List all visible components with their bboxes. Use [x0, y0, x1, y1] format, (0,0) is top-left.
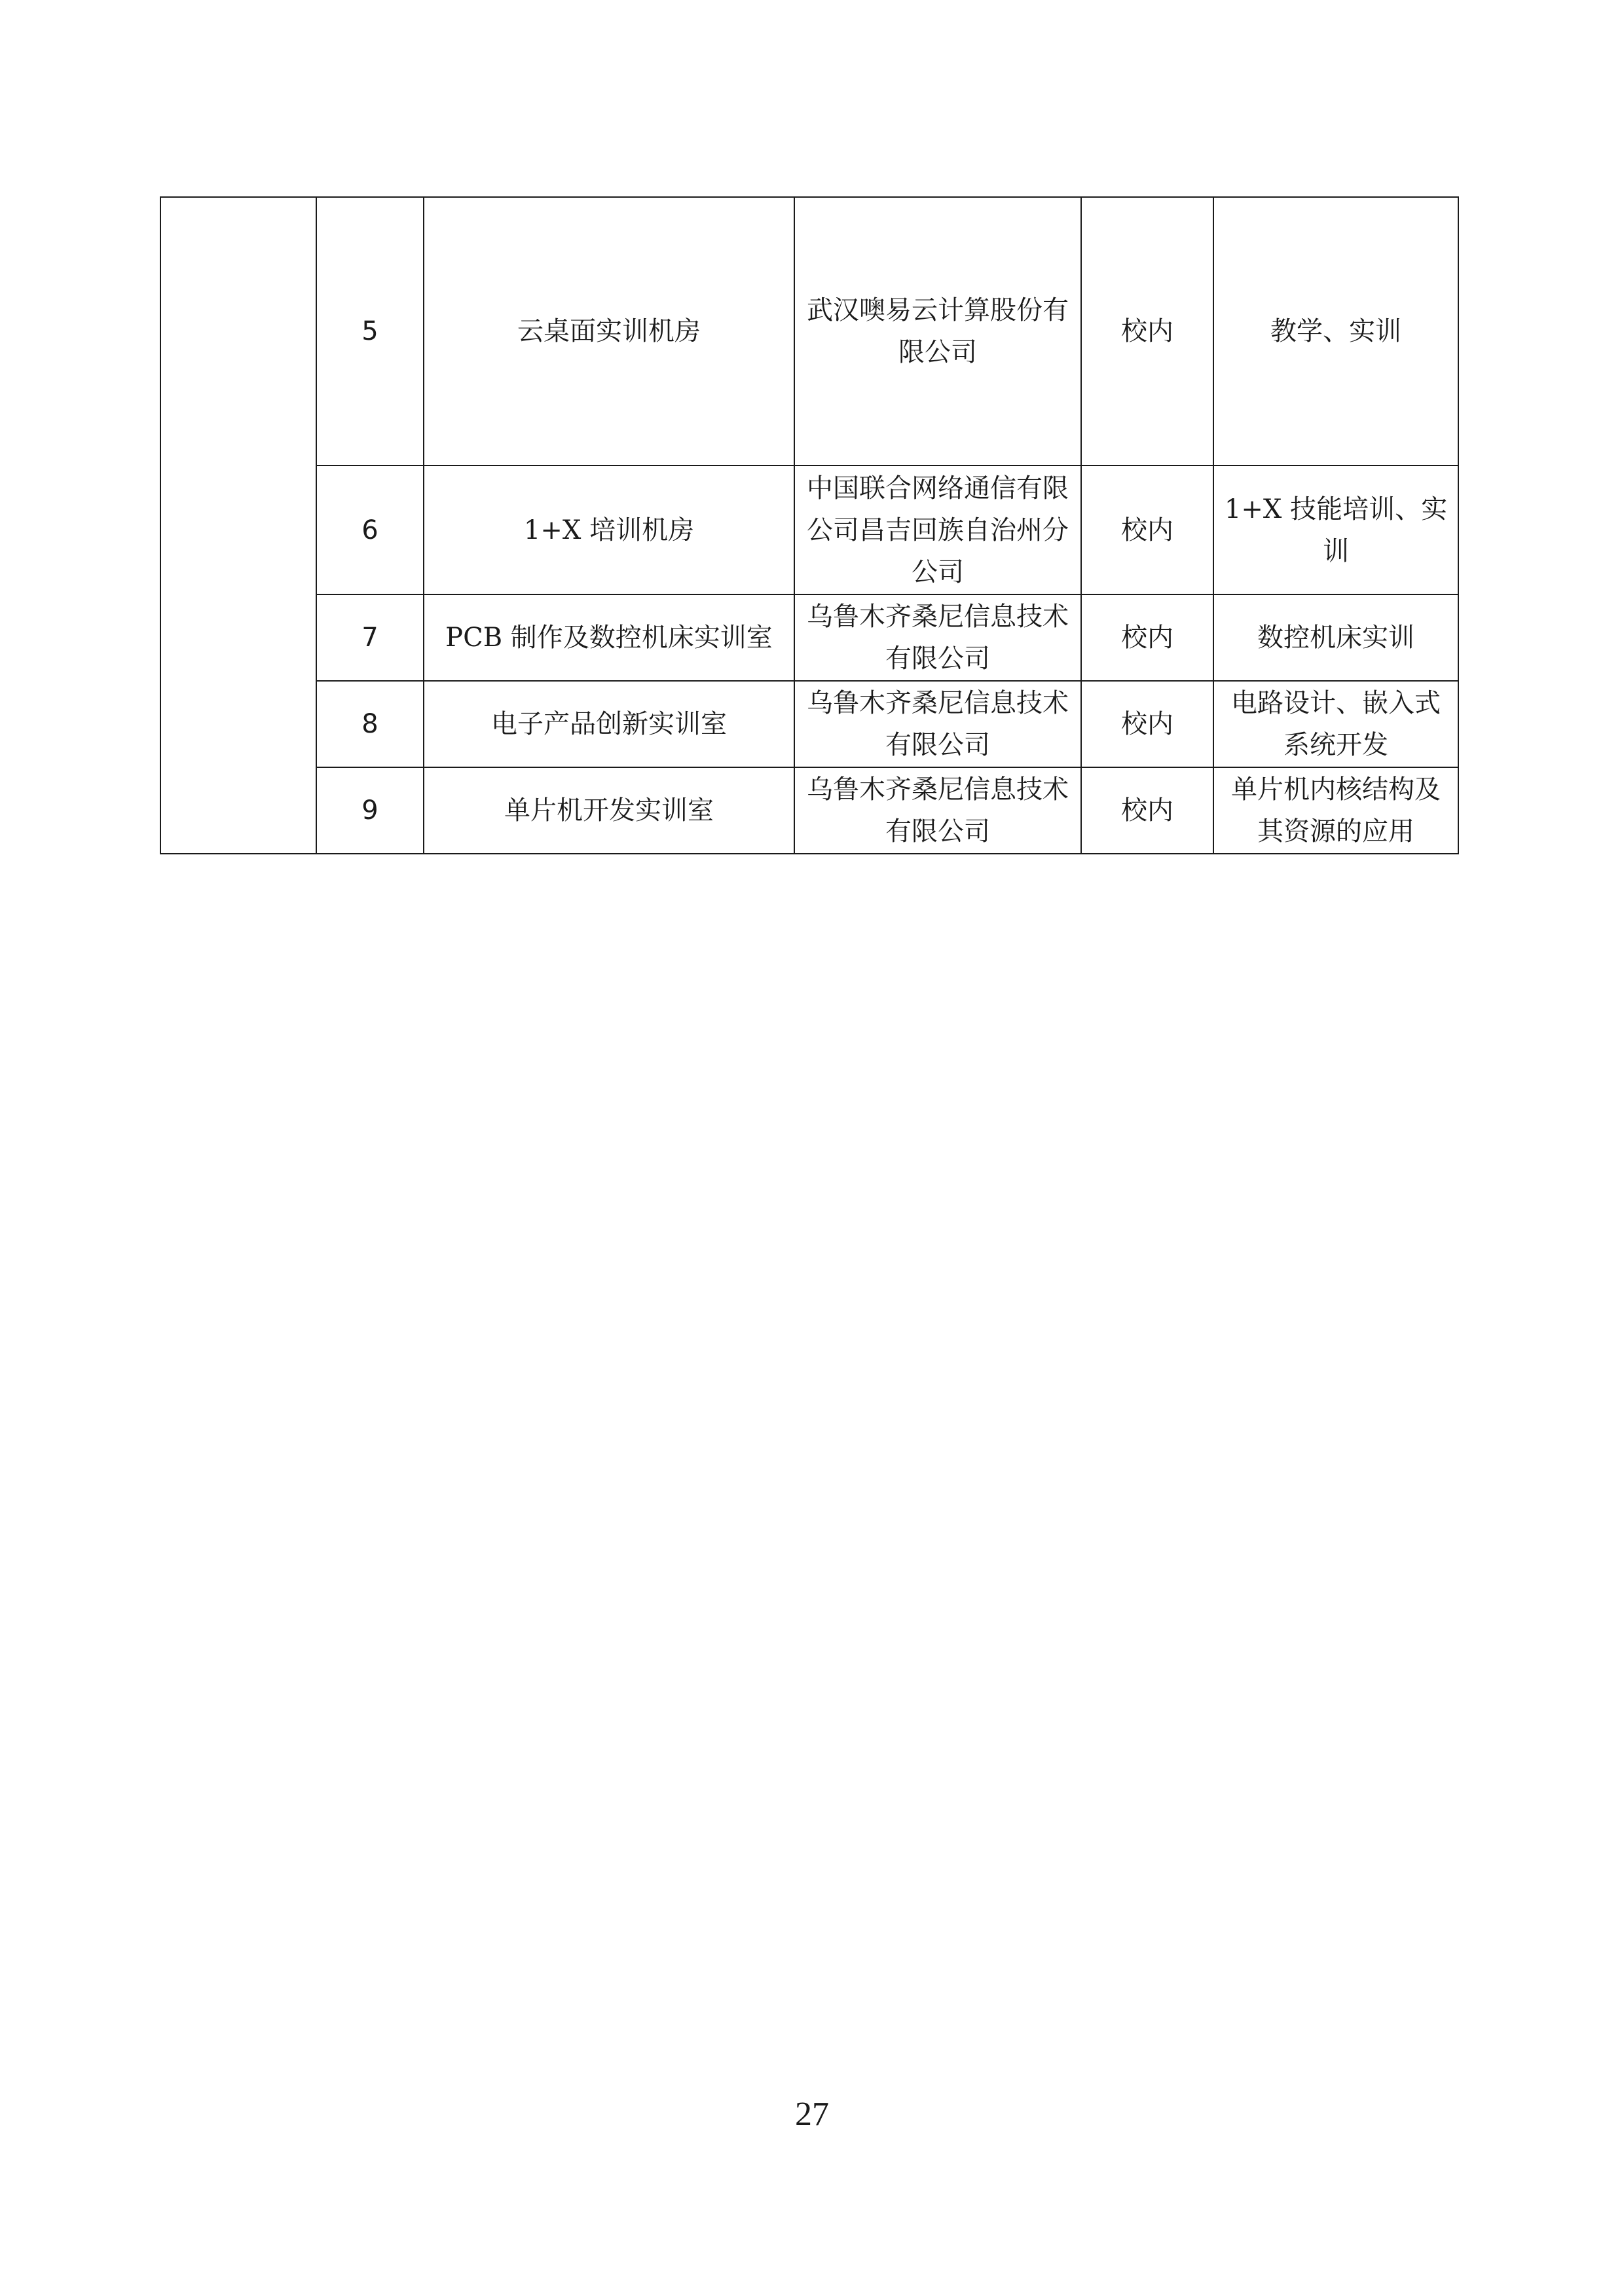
training-room-table-wrap [160, 196, 1459, 854]
room-name: PCB 制作及数控机床实训室 [424, 594, 794, 681]
training-room-table [160, 196, 1459, 854]
row-number: 8 [316, 681, 424, 767]
row-number: 6 [316, 465, 424, 594]
location: 校内 [1081, 465, 1213, 594]
partner-company: 乌鲁木齐桑尼信息技术有限公司 [794, 594, 1081, 681]
row-number: 7 [316, 594, 424, 681]
location: 校内 [1081, 594, 1213, 681]
room-function: 单片机内核结构及其资源的应用 [1213, 767, 1458, 854]
table-row [160, 767, 1458, 854]
merged-category-cell [160, 197, 316, 854]
location: 校内 [1081, 767, 1213, 854]
room-function: 数控机床实训 [1213, 594, 1458, 681]
room-name: 电子产品创新实训室 [424, 681, 794, 767]
room-name: 1+X 培训机房 [424, 465, 794, 594]
row-number: 9 [316, 767, 424, 854]
table-row [160, 197, 1458, 465]
row-number: 5 [316, 197, 424, 465]
partner-company: 武汉噢易云计算股份有限公司 [794, 197, 1081, 465]
room-name: 单片机开发实训室 [424, 767, 794, 854]
table-row [160, 594, 1458, 681]
location: 校内 [1081, 681, 1213, 767]
room-name: 云桌面实训机房 [424, 197, 794, 465]
partner-company: 中国联合网络通信有限公司昌吉回族自治州分公司 [794, 465, 1081, 594]
room-function: 教学、实训 [1213, 197, 1458, 465]
partner-company: 乌鲁木齐桑尼信息技术有限公司 [794, 681, 1081, 767]
location: 校内 [1081, 197, 1213, 465]
table-row [160, 681, 1458, 767]
room-function: 1+X 技能培训、实训 [1213, 465, 1458, 594]
page-number: 27 [795, 2096, 829, 2133]
table-row [160, 465, 1458, 594]
room-function: 电路设计、嵌入式系统开发 [1213, 681, 1458, 767]
partner-company: 乌鲁木齐桑尼信息技术有限公司 [794, 767, 1081, 854]
